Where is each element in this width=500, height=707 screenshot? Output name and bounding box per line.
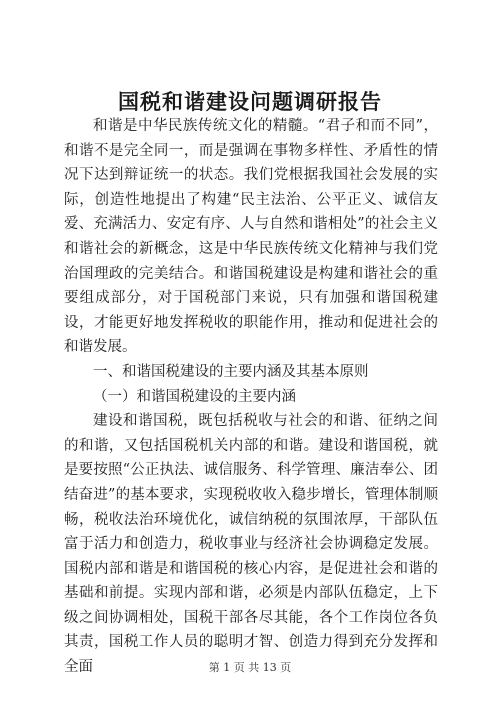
page-footer: 第 1 页 共 13 页	[208, 661, 292, 674]
body-paragraph: 建设和谐国税，既包括税收与社会的和谐、征纳之间的和谐，又包括国税机关内部的和谐。建设和谐国税，就是要按照“公正执法、诚信服务、科学管理、廉洁奉公、团结奋进”的基本要求，实现税收收入稳步增长，管理体制顺畅，税收法治环境优化，诚信纳税的氛围浓厚，干部队伍富于活力和创造力，税收事业与经济社会协调稳定发展。国税内部和谐是和谐国税的核心内容，是促进社会和谐的基础和前提。实现内部和谐，必须是内部队伍稳定，上下级之间协调相处，国税干部各尽其能，各个工作岗位各负其责，国税工作人员的聪明才智、创造力得到充分发挥和全面	[64, 413, 438, 676]
section-heading: 一、和谐国税建设的主要内涵及其基本原则	[93, 363, 369, 380]
intro-paragraph: 和谐是中华民族传统文化的精髓。“君子和而不同”，和谐不是完全同一，而是强调在事物多样性、矛盾性的情况下达到辩证统一的状态。我们党根据我国社会发展的实际，创造性地提出了构建“民主法治、公平正义、诚信友爱、充满活力、安定有序、人与自然和谐相处”的社会主义和谐社会的新概念，这是中华民族传统文化精神与我们党治国理政的完美结合。和谐国税建设是构建和谐社会的重要组成部分，对于国税部门来说，只有加强和谐国税建设，才能更好地发挥税收的职能作用，推动和促进社会的和谐发展。	[64, 118, 438, 356]
subsection-heading: （一）和谐国税建设的主要内涵	[93, 388, 296, 405]
document-title: 国税和谐建设问题调研报告	[118, 89, 382, 114]
document-body	[64, 114, 438, 680]
